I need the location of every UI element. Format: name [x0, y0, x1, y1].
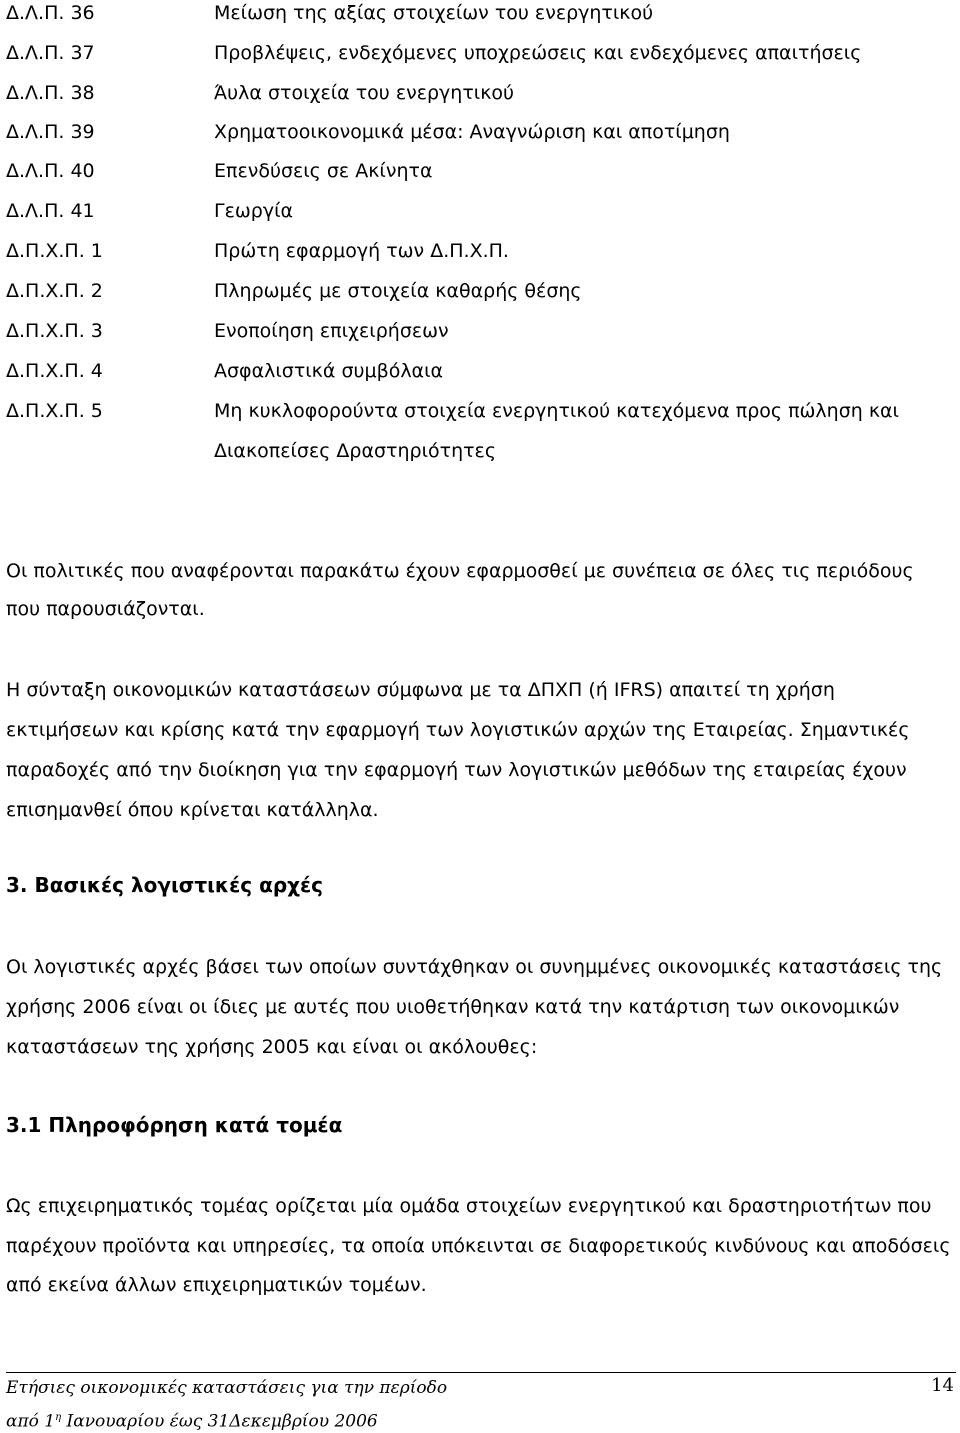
paragraph-line: που παρουσιάζονται.: [6, 598, 205, 620]
standard-title: Άυλα στοιχεία του ενεργητικού: [214, 82, 515, 104]
standard-row: [6, 358, 443, 384]
standard-code: Δ.Λ.Π. 37: [6, 42, 95, 64]
standard-row: [6, 80, 514, 106]
paragraph-line: παραδοχές από την διοίκηση για την εφαρμογή των λογιστικών μεθόδων της εταιρείας έχουν: [6, 759, 907, 781]
standard-title: Προβλέψεις, ενδεχόμενες υποχρεώσεις και ενδεχόμενες απαιτήσεις: [214, 42, 862, 64]
section-heading-3: 3. Βασικές λογιστικές αρχές: [6, 873, 324, 897]
standard-title: Μείωση της αξίας στοιχείων του ενεργητικού: [214, 2, 654, 24]
footer-period-end: Ιανουαρίου έως 31Δεκεμβρίου 2006: [61, 1411, 378, 1432]
standard-row: [6, 278, 582, 304]
page-number: 14: [931, 1375, 954, 1396]
standard-title: Πληρωμές με στοιχεία καθαρής θέσης: [214, 280, 582, 302]
paragraph-line: Οι πολιτικές που αναφέρονται παρακάτω έχουν εφαρμοσθεί με συνέπεια σε όλες τις περιόδους: [6, 560, 914, 582]
standard-code: Δ.Λ.Π. 39: [6, 121, 95, 143]
paragraph-line: εκτιμήσεων και κρίσης κατά την εφαρμογή των λογιστικών αρχών της Εταιρείας. Σημαντικές: [6, 719, 910, 741]
standard-title: Ασφαλιστικά συμβόλαια: [214, 360, 444, 382]
paragraph-line: καταστάσεων της χρήσης 2005 και είναι οι ακόλουθες:: [6, 1036, 538, 1058]
standard-code: Δ.Π.Χ.Π. 1: [6, 240, 103, 262]
standard-row: [6, 40, 861, 66]
standard-code: Δ.Π.Χ.Π. 4: [6, 360, 103, 382]
paragraph-line: Οι λογιστικές αρχές βάσει των οποίων συντάχθηκαν οι συνημμένες οικονομικές καταστάσεις της: [6, 956, 943, 978]
standard-title-continuation: Διακοπείσες Δραστηριότητες: [214, 440, 496, 462]
footer-period: [6, 1407, 378, 1433]
standard-title: Πρώτη εφαρμογή των Δ.Π.Χ.Π.: [214, 240, 509, 262]
standard-row: [6, 119, 730, 145]
paragraph-line: Ως επιχειρηματικός τομέας ορίζεται μία ομάδα στοιχείων ενεργητικού και δραστηριοτήτων που: [6, 1195, 932, 1217]
standard-code: Δ.Λ.Π. 40: [6, 160, 95, 182]
paragraph-line: επισημανθεί όπου κρίνεται κατάλληλα.: [6, 799, 379, 821]
standard-code: Δ.Λ.Π. 36: [6, 2, 95, 24]
footer-period-superscript: η: [55, 1412, 62, 1423]
standard-row: [6, 198, 293, 224]
standard-row: [6, 238, 509, 264]
footer-divider: [6, 1372, 956, 1373]
standard-title: Χρηματοοικονομικά μέσα: Αναγνώριση και αποτίμηση: [214, 121, 730, 143]
standard-code: Δ.Λ.Π. 38: [6, 82, 95, 104]
section-heading-3-1: 3.1 Πληροφόρηση κατά τομέα: [6, 1113, 343, 1137]
footer-period-start: από 1: [6, 1411, 56, 1432]
standard-code: Δ.Π.Χ.Π. 3: [6, 320, 103, 342]
paragraph-line: από εκείνα άλλων επιχειρηματικών τομέων.: [6, 1274, 427, 1296]
standard-row: [6, 318, 449, 344]
standard-title: Επενδύσεις σε Ακίνητα: [214, 160, 433, 182]
footer-title: Ετήσιες οικονομικές καταστάσεις για την περίοδο: [6, 1378, 448, 1398]
standard-row: [6, 158, 432, 184]
standard-title: Γεωργία: [214, 200, 294, 222]
standard-code: Δ.Π.Χ.Π. 2: [6, 280, 103, 302]
standard-code: Δ.Λ.Π. 41: [6, 200, 95, 222]
paragraph-line: χρήσης 2006 είναι οι ίδιες με αυτές που υιοθετήθηκαν κατά την κατάρτιση των οικονομικών: [6, 996, 900, 1018]
standard-row: [6, 0, 653, 26]
standard-code: Δ.Π.Χ.Π. 5: [6, 400, 103, 422]
standard-title: Ενοποίηση επιχειρήσεων: [214, 320, 449, 342]
standard-row: [6, 398, 899, 424]
paragraph-line: παρέχουν προϊόντα και υπηρεσίες, τα οποία υπόκεινται σε διαφορετικούς κινδύνους και αποδόσεις: [6, 1235, 951, 1257]
standard-title: Μη κυκλοφορούντα στοιχεία ενεργητικού κατεχόμενα προς πώληση και: [214, 400, 899, 422]
paragraph-line: Η σύνταξη οικονομικών καταστάσεων σύμφωνα με τα ΔΠΧΠ (ή IFRS) απαιτεί τη χρήση: [6, 679, 835, 701]
